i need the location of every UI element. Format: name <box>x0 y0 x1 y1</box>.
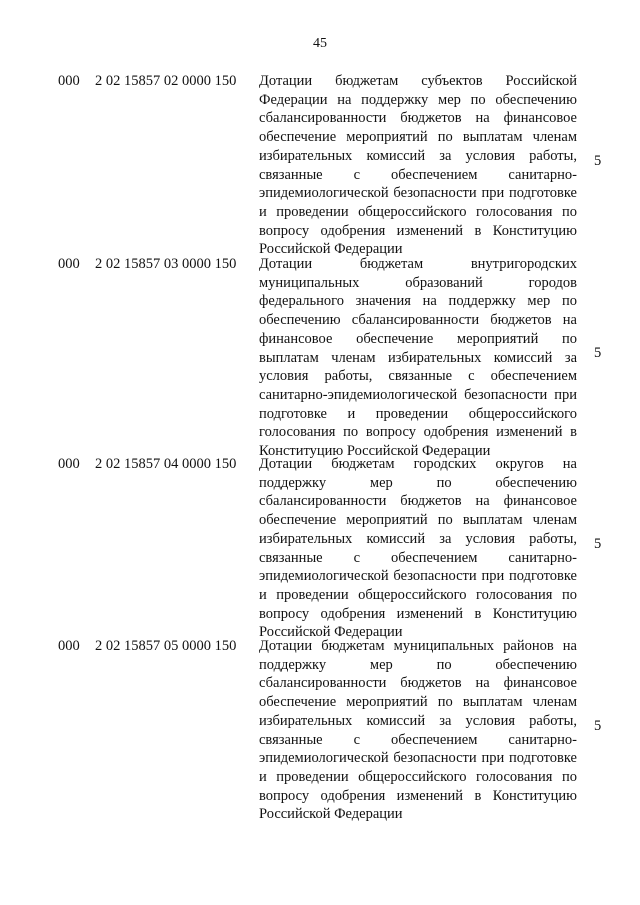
income-description: Дотации бюджетам внутригородских муниципальных образований городов федерального значения на поддержку мер по обеспечению сбалансированности бюджетов на финансовое обеспечение мероприятий по выплатам членам избирательных комиссий за условия работы, связанные с обеспечением санитарно-эпидемиологической безопасности при подготовке и проведении общероссийского голосования по вопросу одобрения изменений в Конституцию Российской Федерации <box>259 256 577 460</box>
admin-code: 000 <box>58 256 80 272</box>
page-number: 45 <box>313 36 327 51</box>
admin-code: 000 <box>58 638 80 654</box>
income-description: Дотации бюджетам городских округов на поддержку мер по обеспечению сбалансированности бюджетов на финансовое обеспечение мероприятий по выплатам членам избирательных комиссий за условия работы, связанные с обеспечением санитарно-эпидемиологической безопасности при подготовке и проведении общероссийского голосования по вопросу одобрения изменений в Конституцию Российской Федерации <box>259 456 577 641</box>
admin-code: 000 <box>58 73 80 89</box>
income-code: 2 02 15857 05 0000 150 <box>95 638 237 654</box>
income-description: Дотации бюджетам субъектов Российской Федерации на поддержку мер по обеспечению сбалансированности бюджетов на финансовое обеспечение мероприятий по выплатам членам избирательных комиссий за условия работы, связанные с обеспечением санитарно-эпидемиологической безопасности при подготовке и проведении общероссийского голосования по вопросу одобрения изменений в Конституцию Российской Федерации <box>259 73 577 258</box>
amount: 5 <box>594 153 602 169</box>
admin-code: 000 <box>58 456 80 472</box>
income-code: 2 02 15857 03 0000 150 <box>95 256 237 272</box>
amount: 5 <box>594 345 602 361</box>
income-description: Дотации бюджетам муниципальных районов на поддержку мер по обеспечению сбалансированности бюджетов на финансовое обеспечение мероприятий по выплатам членам избирательных комиссий за условия работы, связанные с обеспечением санитарно-эпидемиологической безопасности при подготовке и проведении общероссийского голосования по вопросу одобрения изменений в Конституцию Российской Федерации <box>259 638 577 823</box>
income-code: 2 02 15857 04 0000 150 <box>95 456 237 472</box>
amount: 5 <box>594 718 602 734</box>
amount: 5 <box>594 536 602 552</box>
income-code: 2 02 15857 02 0000 150 <box>95 73 237 89</box>
